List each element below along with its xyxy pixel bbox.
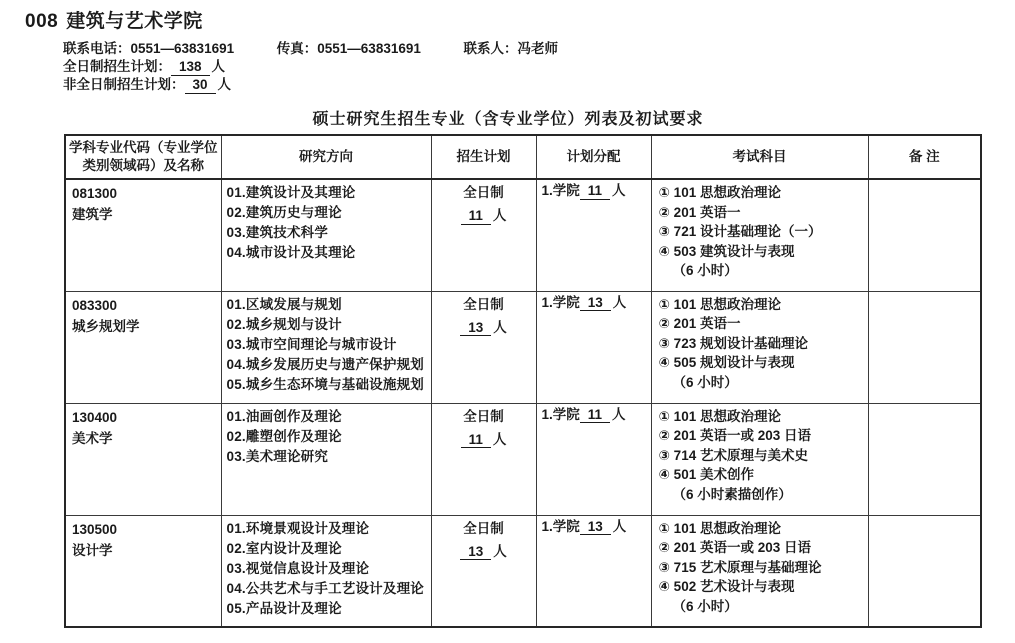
direction-item: 03.美术理论研究 xyxy=(226,448,329,464)
allocation-value: 11 xyxy=(580,407,610,424)
research-directions-cell xyxy=(221,403,431,515)
column-header-code: 学科专业代码（专业学位类别领域码）及名称 xyxy=(65,135,221,179)
subject-item: ④ 505 规划设计与表现 xyxy=(658,355,795,370)
direction-item: 01.油画创作及理论 xyxy=(226,408,342,424)
contact-person-label: 联系人： xyxy=(463,41,518,56)
program-code: 130400 xyxy=(72,409,118,425)
program-code-cell xyxy=(65,515,221,627)
program-code: 083300 xyxy=(72,297,118,313)
subject-item: ② 201 英语一 xyxy=(658,316,741,331)
plan-value: 11 xyxy=(461,432,491,449)
parttime-plan-value: 30 xyxy=(185,77,216,94)
plan-value: 11 xyxy=(461,208,491,225)
research-directions-cell xyxy=(221,179,431,291)
direction-item: 02.城乡规划与设计 xyxy=(226,316,342,332)
plan-type: 全日制 xyxy=(463,408,504,424)
phone-value: 0551—63831691 xyxy=(130,41,235,56)
allocation-value: 13 xyxy=(580,519,611,536)
enrollment-plan-cell xyxy=(431,515,536,627)
allocation-unit: 人 xyxy=(612,406,626,422)
subject-item: ① 101 思想政治理论 xyxy=(658,185,781,200)
program-row-081300 xyxy=(65,179,981,291)
column-header-directions: 研究方向 xyxy=(221,135,431,179)
program-code-cell xyxy=(65,179,221,291)
direction-item: 04.城乡发展历史与遗产保护规划 xyxy=(226,356,424,372)
allocation-prefix: 1.学院 xyxy=(541,183,580,198)
program-code: 081300 xyxy=(72,186,118,201)
subject-item: ① 101 思想政治理论 xyxy=(658,408,781,424)
direction-item: 03.视觉信息设计及理论 xyxy=(226,560,370,576)
subject-item: ③ 721 设计基础理论（一） xyxy=(658,224,822,239)
parttime-plan-unit: 人 xyxy=(217,77,232,92)
exam-subjects-cell xyxy=(651,515,868,627)
exam-subjects-cell xyxy=(651,291,868,403)
enrollment-plan-cell xyxy=(431,403,536,515)
allocation-prefix: 1.学院 xyxy=(541,518,580,534)
subject-item: ① 101 思想政治理论 xyxy=(658,520,781,536)
plan-unit: 人 xyxy=(493,543,507,559)
parttime-plan-line xyxy=(63,73,231,94)
plan-type: 全日制 xyxy=(463,296,504,312)
allocation-unit: 人 xyxy=(612,294,627,310)
program-row-130500 xyxy=(65,515,981,627)
phone-label: 联系电话： xyxy=(63,41,131,56)
program-code: 130500 xyxy=(72,521,118,537)
college-name: 建筑与艺术学院 xyxy=(66,11,203,32)
parttime-plan-label: 非全日制招生计划： xyxy=(63,77,185,92)
notes-cell xyxy=(868,179,981,291)
plan-value: 13 xyxy=(460,544,491,561)
subject-item: ② 201 英语一或 203 日语 xyxy=(658,428,811,443)
plan-allocation-cell xyxy=(536,291,651,403)
subject-item: ③ 723 规划设计基础理论 xyxy=(658,335,808,351)
plan-allocation-cell xyxy=(536,403,651,515)
allocation-unit: 人 xyxy=(612,518,627,534)
research-directions-cell xyxy=(221,291,431,403)
program-code-cell xyxy=(65,291,221,403)
fulltime-plan-value: 138 xyxy=(171,59,210,76)
direction-item: 04.城市设计及其理论 xyxy=(226,245,356,260)
enrollment-plan-cell xyxy=(431,291,536,403)
program-name: 建筑学 xyxy=(72,207,113,222)
header-row xyxy=(65,135,981,179)
research-directions-cell xyxy=(221,515,431,627)
subject-item: ② 201 英语一或 203 日语 xyxy=(658,540,811,555)
direction-item: 05.城乡生态环境与基础设施规划 xyxy=(226,376,424,392)
notes-cell xyxy=(868,515,981,627)
program-code-cell xyxy=(65,403,221,515)
plan-allocation-cell xyxy=(536,515,651,627)
contact-fax xyxy=(277,37,460,57)
subject-item: ④ 501 美术创作 xyxy=(658,467,754,482)
direction-item: 02.室内设计及理论 xyxy=(226,540,342,556)
notes-cell xyxy=(868,403,981,515)
program-name: 美术学 xyxy=(72,430,113,446)
contact-phone xyxy=(63,37,273,57)
plan-value: 13 xyxy=(460,320,491,337)
program-name: 设计学 xyxy=(72,542,113,558)
direction-item: 05.产品设计及理论 xyxy=(226,600,342,616)
plan-unit: 人 xyxy=(492,208,507,223)
subject-duration: （6 小时素描创作） xyxy=(672,486,792,502)
subject-item: ① 101 思想政治理论 xyxy=(658,296,781,312)
contact-person xyxy=(464,37,559,57)
plan-unit: 人 xyxy=(493,319,507,335)
subject-item: ② 201 英语一 xyxy=(658,204,741,220)
program-name: 城乡规划学 xyxy=(72,318,140,334)
subject-duration: （6 小时） xyxy=(672,263,738,278)
subject-item: ③ 714 艺术原理与美术史 xyxy=(658,447,808,463)
college-code: 008 xyxy=(25,11,59,32)
allocation-value: 13 xyxy=(580,295,611,312)
column-header-allocation: 计划分配 xyxy=(536,135,651,179)
direction-item: 02.建筑历史与理论 xyxy=(226,205,342,220)
allocation-prefix: 1.学院 xyxy=(541,406,580,422)
plan-allocation-cell xyxy=(536,179,651,291)
contact-person-name: 冯老师 xyxy=(517,41,559,56)
program-row-130400 xyxy=(65,403,981,515)
direction-item: 03.城市空间理论与城市设计 xyxy=(226,336,397,352)
table-title: 硕士研究生招生专业（含专业学位）列表及初试要求 xyxy=(312,111,704,128)
program-row-083300 xyxy=(65,291,981,403)
direction-item: 01.区域发展与规划 xyxy=(226,296,342,312)
exam-subjects-cell xyxy=(651,179,868,291)
admissions-table xyxy=(64,134,982,628)
column-header-notes: 备 注 xyxy=(868,135,981,179)
column-header-subjects: 考试科目 xyxy=(651,135,868,179)
allocation-value: 11 xyxy=(580,183,610,200)
direction-item: 03.建筑技术科学 xyxy=(226,225,329,240)
direction-item: 01.建筑设计及其理论 xyxy=(226,185,356,200)
direction-item: 01.环境景观设计及理论 xyxy=(226,520,370,536)
allocation-prefix: 1.学院 xyxy=(541,294,580,310)
fax-value: 0551—63831691 xyxy=(317,41,421,56)
direction-item: 02.雕塑创作及理论 xyxy=(226,428,342,444)
plan-unit: 人 xyxy=(492,431,507,447)
college-header xyxy=(25,6,203,33)
fulltime-plan-unit: 人 xyxy=(211,59,226,74)
allocation-unit: 人 xyxy=(612,183,626,198)
subject-item: ④ 502 艺术设计与表现 xyxy=(658,579,795,594)
subject-item: ④ 503 建筑设计与表现 xyxy=(658,243,795,259)
contact-line xyxy=(63,37,558,57)
plan-type: 全日制 xyxy=(463,520,504,536)
direction-item: 04.公共艺术与手工艺设计及理论 xyxy=(226,580,424,596)
subject-duration: （6 小时） xyxy=(672,598,738,614)
subject-duration: （6 小时） xyxy=(672,374,738,390)
notes-cell xyxy=(868,291,981,403)
column-header-plan: 招生计划 xyxy=(431,135,536,179)
plan-type: 全日制 xyxy=(463,185,504,200)
fulltime-plan-label: 全日制招生计划： xyxy=(63,59,171,74)
exam-subjects-cell xyxy=(651,403,868,515)
fax-label: 传真： xyxy=(276,41,318,56)
subject-item: ③ 715 艺术原理与基础理论 xyxy=(658,559,822,575)
enrollment-plan-cell xyxy=(431,179,536,291)
